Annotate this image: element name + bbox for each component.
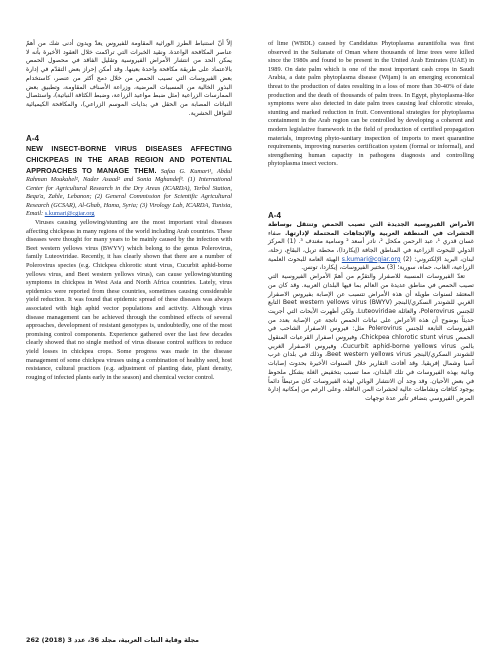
abstract-body-en: Viruses causing yellowing/stunting are the most important viral diseases affecting chickpeas in many regions of the world including Arab countries. These diseases were thought for many years to be mainly caused by the infection with Beet western yellows virus (BWYV) which belong to the genus Polerovirus, family Luteoviridae. Recently, it has clearly shown that there are a number of Polerovirus species (e.g. Chickpea chlorotic stunt virus, Cucurbit aphid-borne yellows virus, and Beet western yellows virus), can cause yellowing/stunting symptoms in chickpea in West Asia and North Africa countries. Lately, virus epidemics were reported from these countries, sometimes causing considerable yield reduction. It was found that epidemic spread of these diseases was always associated with high aphid vector populations and activity. Although virus disease management can be achieved through the combined effects of several approaches, development of resistant genotypes is, undoubtedly, one of the most promising control components. Experience gathered over the last few decades clearly showed that no single method of virus disease control suffices to reduce yield losses in chickpea crops. Some progress was made in the disease management of some chickpea viruses using a combination of healthy seed, host resistance, cultural practices (e.g. adjustment of planting date, plant density, rouging of infected plants early in the season) and chemical vector control. xyxy=(26,219,232,381)
affiliations-en: (1) International Center for Agricultural Research in the Dry Areas (ICARDA), Terbol Station, Beqa'a, Zahle, Lebanon; (2) General Commission for Scientific Agricultural Research (GCSAR), Al-Ghab, Hama, Syria; (3) Virology Lab, ICARDA, Tunisia, Email: xyxy=(26,176,232,218)
abstract-title-en: NEW INSECT-BORNE VIRUS DISEASES AFFECTING CHICKPEAS IN THE ARAB REGION AND POTENTIAL APPROACHES TO MANAGE THEM. xyxy=(26,144,232,175)
email-link-ar[interactable]: s.kumari@cgiar.org xyxy=(341,255,401,263)
abstract-header-ar xyxy=(268,221,474,273)
right-column xyxy=(268,40,474,404)
email-link-en[interactable]: s.kumari@cgiar.org xyxy=(44,210,95,218)
left-column xyxy=(26,40,232,382)
abstract-header-en xyxy=(26,144,232,219)
affiliations-ar: (2) الهيئة العامة للبحوث العلمية الزراعية، الغاب، حماه، سورية؛ (3) مختبر الفيروسات، إيكاردا، تونس. xyxy=(268,255,474,272)
english-continued-paragraph: of lime (WBDL) caused by Candidatus Phytoplasma aurantifolia was first observed in the Sultanate of Oman where thousands of lime trees were killed since the 1980s and found to be present in the United Arab Emirates (UAE) in 1989. On date palm which is one of the most important cash crops in Saudi Arabia, a date palm phytoplasma disease (Wijam) is an emerging economical threat to the production of dates resulting in a loss of more than 30-40% of date production and the death of thousands of palm trees. In Egypt, phytoplasma-like symptoms were also detected in date palm trees causing leaf chlorotic streaks, stunting and marked reduction in fruit. Conventional strategies for phytoplasma containment in the Arab region can be controlled by developing a coherent and modern legislative framework in the field of production of certified propagation materials, improving phyto-sanitary inspection of imports to meet quarantine requirements, improving nurseries certification system (formal or informal), and strengthening human capacity in pathogens diagnosis and controlling phytoplasma insect vectors. xyxy=(268,40,474,168)
authors-ar: صفاء غسان قدري ¹، عبد الرحمن مكحل ²، نادر أسعد ² وسامية مغندف ³. (1) المركز الدولي للبحوث الزراعية في المناطق الجافة (إيكاردا)، محطة تربل، البقاع، زحلة، لبنان، البريد الإلكتروني: xyxy=(268,229,475,263)
authors-en: Safaa G. Kumari¹, Abdul Rahman Moukahel², Nader Asaad² and Sonia Mghandef³. xyxy=(26,167,233,184)
arabic-intro-paragraph: إلاّ أنّ استنباط الطرز الوراثية المقاومة للفيروس يعدّ ويدون أدنى شك من أهمّ عناصر المكافحة الواعدة. ونقيد الخبرات التي تراكمت خلال العقود الأخيرة بأنه لا يمكن الحد من انتشار الأمراض الفيروسية وتقليل الفاقد في محصول الحمص بالاعتماد على طريقة مكافحة واحدة بعينها. وقد أمكن إحراز بعض التقدّم في إدارة بعض الفيروسات التي تصيب الحمص من خلال دمج أكثر من عنصر، كاستخدام البذور الخالية من المسببات المرضية، وزراعة الأصناف المقاومة، وتطبيق بعض الممارسات الزراعية (مثل ضبط مواعيد الزراعة، وضبط الكثافة النباتية)، واستئصال النباتات المصابة من الحقل في بدايات الموسم الزراعي)، والمكافحة الكيميائية للنواقل الحشرية. xyxy=(26,40,232,117)
abstract-title-ar: الأمراض الفيروسية الجديدة التي تصيب الحمص وتنتقل بوساطة الحشرات في المنطقة العربية والإتجاهات المحتملة لإدارتها. xyxy=(268,220,474,237)
abstract-id-ar: A-4 xyxy=(268,210,281,220)
abstract-id: A-4 xyxy=(26,134,39,144)
abstract-body-ar: تعدّ الفيروسات المسببة للاصفرار والتقزّم من أهمّ الأمراض الفيروسية التي تصيب الحمص في مناطق عديدة من العالم بما فيها البلدان العربية. وقد كان من المعتقد لسنوات طويلة أن هذه الأمراض تتسبب عن الإصابة بفيروس الاصفرار الغربي للشوندر السكري/البنجر (BWYV) Beet western yellows virus التابع للجنس Polerovirus، والعائلة Luteoviridae. ولكن أظهرت الأبحاث التي أجريت حديثاً بوضوح أن هذه الأعراض على نباتات الحمص ناتجة عن الإصابة بعدد من الفيروسات التابعة للجنس Polerovirus مثل: فيروس الاصفرار الشاحب في الحمص Chickpea chlorotic stunt virus، وفيروس اصفرار القرعيات المنقول بالمن Cucurbit aphid-borne yellows virus، وفيروس الاصفرار الغربي للشوندر السكري/البنجر Beet western yellows virus، وذلك في بلدان غرب آسيا وشمال إفريقيا. وقد أفادت التقارير خلال السنوات الأخيرة بحدوث إصابات وبائية بهذه الفيروسات في تلك البلدان، مما تسبب بتخفيض الغلة بشكل ملحوظ في بعض الأحيان. وقد وجد أن الانتشار الوبائي لهذه الفيروسات كان مرتبطاً دائماً بوجود كثافات ونشاطات عالية لحشرات المن الناقلة. وعلى الرغم من إمكانية إدارة المرض الفيروسي بتضافر تأثير عدة توجهات xyxy=(268,273,474,402)
journal-footer: مجلة وقاية النبات العربية، مجلد 36، عدد 3 (2018) 262 xyxy=(26,636,200,644)
